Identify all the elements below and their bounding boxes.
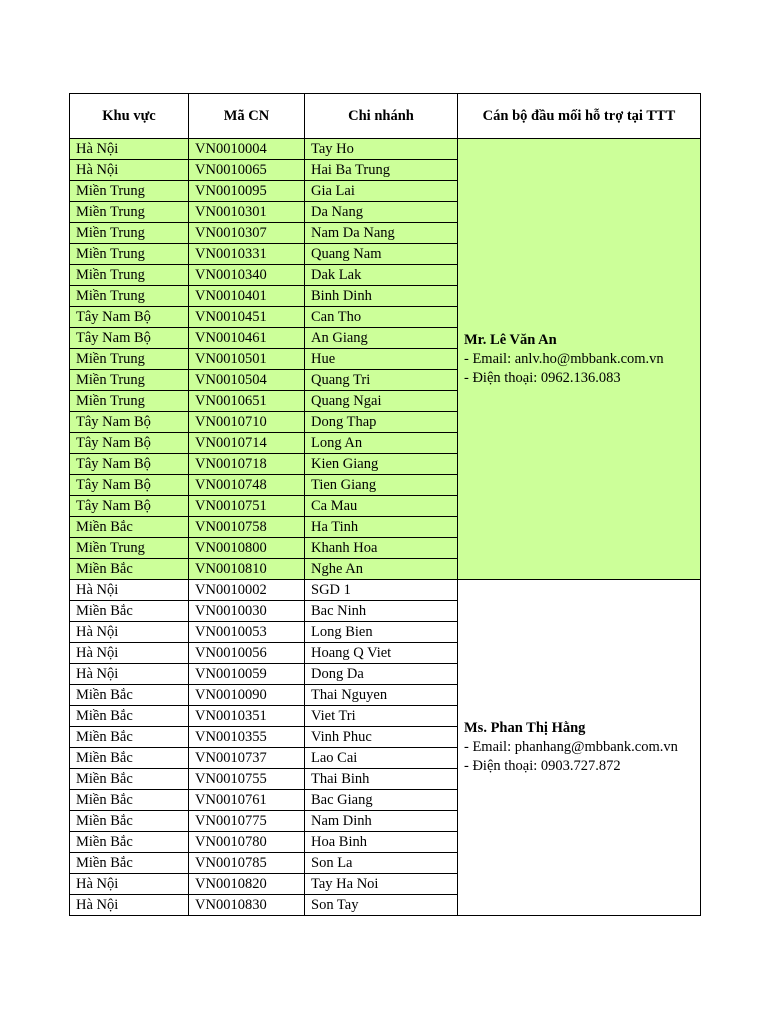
cell-branch-code: VN0010830 <box>189 895 305 916</box>
cell-branch-code: VN0010820 <box>189 874 305 895</box>
cell-branch-code: VN0010761 <box>189 790 305 811</box>
cell-region: Hà Nội <box>70 664 189 685</box>
header-branch-code: Mã CN <box>189 94 305 139</box>
cell-branch-name: Gia Lai <box>305 181 458 202</box>
cell-region: Miền Bắc <box>70 706 189 727</box>
contact-cell <box>458 580 701 916</box>
cell-region: Miền Bắc <box>70 811 189 832</box>
cell-branch-code: VN0010307 <box>189 223 305 244</box>
cell-branch-name: Bac Giang <box>305 790 458 811</box>
cell-branch-code: VN0010800 <box>189 538 305 559</box>
cell-region: Tây Nam Bộ <box>70 496 189 517</box>
cell-region: Miền Bắc <box>70 727 189 748</box>
cell-branch-code: VN0010461 <box>189 328 305 349</box>
cell-branch-name: Bac Ninh <box>305 601 458 622</box>
cell-branch-code: VN0010355 <box>189 727 305 748</box>
cell-region: Miền Trung <box>70 223 189 244</box>
cell-branch-code: VN0010710 <box>189 412 305 433</box>
cell-branch-name: Thai Nguyen <box>305 685 458 706</box>
contact-cell <box>458 139 701 580</box>
cell-branch-name: Binh Dinh <box>305 286 458 307</box>
cell-branch-name: Dong Da <box>305 664 458 685</box>
cell-region: Tây Nam Bộ <box>70 454 189 475</box>
cell-region: Miền Bắc <box>70 517 189 538</box>
cell-region: Tây Nam Bộ <box>70 328 189 349</box>
cell-branch-name: Dong Thap <box>305 412 458 433</box>
cell-branch-code: VN0010751 <box>189 496 305 517</box>
cell-branch-code: VN0010755 <box>189 769 305 790</box>
cell-region: Miền Trung <box>70 370 189 391</box>
cell-branch-name: Da Nang <box>305 202 458 223</box>
cell-branch-name: Lao Cai <box>305 748 458 769</box>
table-body <box>70 139 701 916</box>
cell-region: Miền Trung <box>70 286 189 307</box>
cell-branch-code: VN0010095 <box>189 181 305 202</box>
cell-branch-name: Dak Lak <box>305 265 458 286</box>
cell-region: Miền Bắc <box>70 748 189 769</box>
cell-region: Miền Bắc <box>70 685 189 706</box>
branch-contact-table <box>69 93 701 916</box>
cell-branch-name: Can Tho <box>305 307 458 328</box>
cell-branch-code: VN0010718 <box>189 454 305 475</box>
table-row <box>70 580 701 601</box>
cell-region: Miền Trung <box>70 244 189 265</box>
cell-region: Miền Trung <box>70 538 189 559</box>
header-contact: Cán bộ đầu mối hỗ trợ tại TTT <box>458 94 701 139</box>
cell-region: Miền Trung <box>70 202 189 223</box>
cell-region: Hà Nội <box>70 874 189 895</box>
cell-branch-name: Quang Nam <box>305 244 458 265</box>
cell-branch-name: Hai Ba Trung <box>305 160 458 181</box>
cell-region: Miền Bắc <box>70 853 189 874</box>
cell-region: Tây Nam Bộ <box>70 475 189 496</box>
cell-region: Miền Bắc <box>70 559 189 580</box>
cell-branch-code: VN0010775 <box>189 811 305 832</box>
cell-branch-code: VN0010053 <box>189 622 305 643</box>
cell-branch-code: VN0010331 <box>189 244 305 265</box>
cell-branch-code: VN0010451 <box>189 307 305 328</box>
contact-name: Ms. Phan Thị Hằng <box>464 720 586 736</box>
contact-phone: - Điện thoại: 0962.136.083 <box>464 369 621 386</box>
cell-region: Miền Trung <box>70 349 189 370</box>
cell-branch-name: Tien Giang <box>305 475 458 496</box>
cell-branch-code: VN0010501 <box>189 349 305 370</box>
cell-branch-code: VN0010737 <box>189 748 305 769</box>
cell-branch-code: VN0010810 <box>189 559 305 580</box>
cell-branch-name: Viet Tri <box>305 706 458 727</box>
cell-branch-name: Hue <box>305 349 458 370</box>
cell-branch-code: VN0010065 <box>189 160 305 181</box>
cell-branch-code: VN0010090 <box>189 685 305 706</box>
cell-branch-code: VN0010714 <box>189 433 305 454</box>
cell-branch-code: VN0010651 <box>189 391 305 412</box>
contact-email: - Email: phanhang@mbbank.com.vn <box>464 739 678 755</box>
cell-branch-name: Nam Da Nang <box>305 223 458 244</box>
cell-region: Miền Trung <box>70 265 189 286</box>
cell-branch-code: VN0010785 <box>189 853 305 874</box>
cell-region: Hà Nội <box>70 895 189 916</box>
cell-branch-name: Hoa Binh <box>305 832 458 853</box>
cell-branch-code: VN0010301 <box>189 202 305 223</box>
cell-region: Hà Nội <box>70 160 189 181</box>
cell-branch-name: Long An <box>305 433 458 454</box>
cell-branch-code: VN0010004 <box>189 139 305 160</box>
cell-branch-name: Ca Mau <box>305 496 458 517</box>
cell-region: Miền Bắc <box>70 832 189 853</box>
table-row <box>70 139 701 160</box>
cell-branch-name: Thai Binh <box>305 769 458 790</box>
cell-branch-name: Kien Giang <box>305 454 458 475</box>
contact-phone: - Điện thoại: 0903.727.872 <box>464 758 621 774</box>
contact-name: Mr. Lê Văn An <box>464 331 557 348</box>
cell-branch-name: Quang Ngai <box>305 391 458 412</box>
header-region: Khu vực <box>70 94 189 139</box>
cell-branch-name: Son La <box>305 853 458 874</box>
cell-branch-code: VN0010351 <box>189 706 305 727</box>
cell-region: Hà Nội <box>70 622 189 643</box>
cell-branch-code: VN0010758 <box>189 517 305 538</box>
cell-region: Miền Bắc <box>70 769 189 790</box>
cell-region: Hà Nội <box>70 580 189 601</box>
cell-branch-code: VN0010340 <box>189 265 305 286</box>
cell-region: Miền Bắc <box>70 790 189 811</box>
cell-branch-code: VN0010780 <box>189 832 305 853</box>
cell-branch-name: Nam Dinh <box>305 811 458 832</box>
cell-branch-code: VN0010030 <box>189 601 305 622</box>
contact-email: - Email: anlv.ho@mbbank.com.vn <box>464 350 664 367</box>
cell-region: Tây Nam Bộ <box>70 412 189 433</box>
cell-branch-name: Tay Ho <box>305 139 458 160</box>
cell-region: Miền Trung <box>70 181 189 202</box>
cell-branch-code: VN0010401 <box>189 286 305 307</box>
cell-branch-name: SGD 1 <box>305 580 458 601</box>
cell-region: Miền Bắc <box>70 601 189 622</box>
cell-branch-code: VN0010002 <box>189 580 305 601</box>
cell-region: Miền Trung <box>70 391 189 412</box>
header-branch-name: Chi nhánh <box>305 94 458 139</box>
cell-branch-name: Hoang Q Viet <box>305 643 458 664</box>
cell-region: Tây Nam Bộ <box>70 433 189 454</box>
cell-branch-name: An Giang <box>305 328 458 349</box>
cell-region: Hà Nội <box>70 643 189 664</box>
cell-branch-code: VN0010748 <box>189 475 305 496</box>
cell-branch-name: Tay Ha Noi <box>305 874 458 895</box>
cell-branch-name: Quang Tri <box>305 370 458 391</box>
cell-branch-name: Long Bien <box>305 622 458 643</box>
cell-branch-code: VN0010504 <box>189 370 305 391</box>
cell-region: Hà Nội <box>70 139 189 160</box>
cell-branch-name: Nghe An <box>305 559 458 580</box>
cell-branch-name: Khanh Hoa <box>305 538 458 559</box>
cell-region: Tây Nam Bộ <box>70 307 189 328</box>
table-header-row <box>70 94 701 139</box>
cell-branch-name: Ha Tinh <box>305 517 458 538</box>
cell-branch-name: Son Tay <box>305 895 458 916</box>
cell-branch-code: VN0010059 <box>189 664 305 685</box>
cell-branch-name: Vinh Phuc <box>305 727 458 748</box>
cell-branch-code: VN0010056 <box>189 643 305 664</box>
